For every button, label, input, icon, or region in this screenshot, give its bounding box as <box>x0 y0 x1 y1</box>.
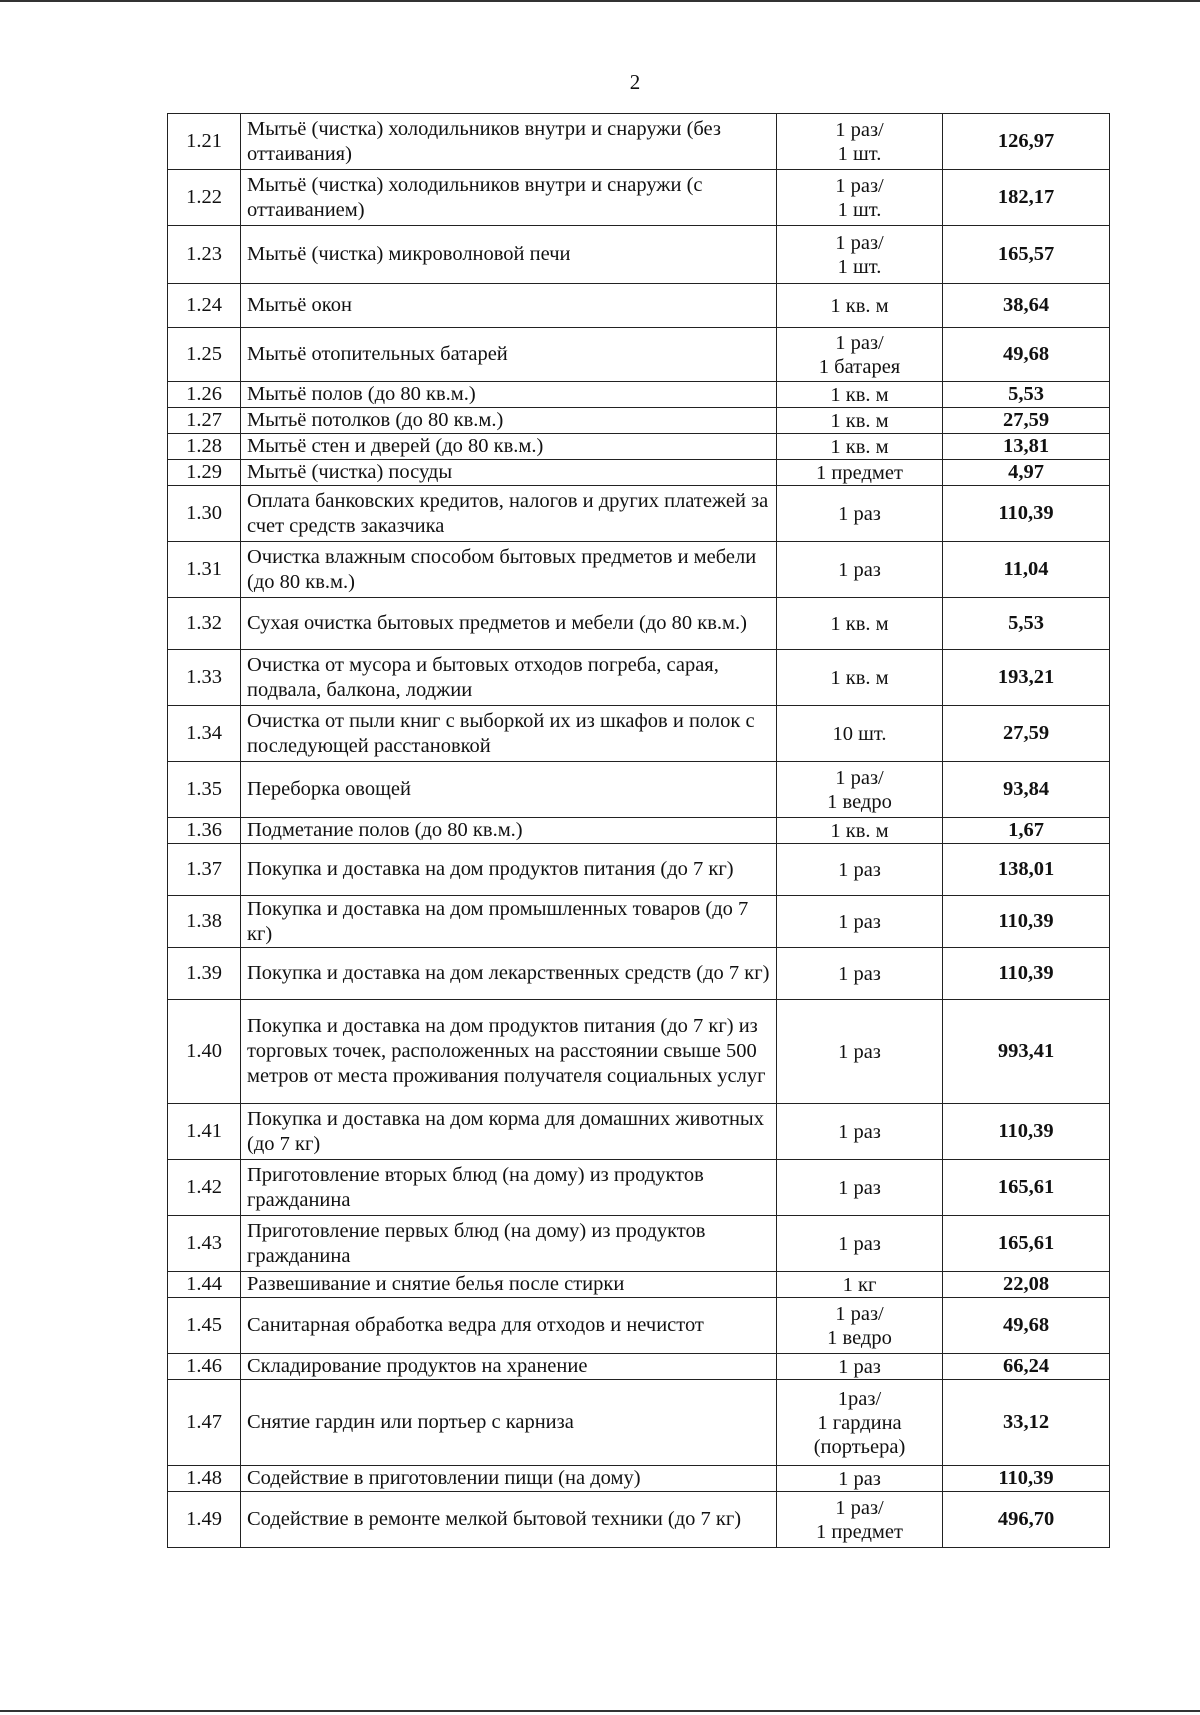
unit-cell: 1 раз <box>777 896 943 948</box>
price-cell: 93,84 <box>943 762 1110 818</box>
row-number-cell: 1.26 <box>168 382 241 408</box>
price-cell: 49,68 <box>943 1298 1110 1354</box>
unit-cell: 1 кв. м <box>777 650 943 706</box>
price-cell: 110,39 <box>943 486 1110 542</box>
page-bottom-border <box>0 1710 1200 1712</box>
table-row <box>168 1000 1110 1104</box>
table-row <box>168 1354 1110 1380</box>
price-cell: 110,39 <box>943 896 1110 948</box>
service-name-cell: Содействие в ремонте мелкой бытовой техники (до 7 кг) <box>241 1492 777 1548</box>
price-cell: 993,41 <box>943 1000 1110 1104</box>
page-number: 2 <box>629 70 641 94</box>
table-row <box>168 1160 1110 1216</box>
row-number-cell: 1.46 <box>168 1354 241 1380</box>
unit-cell: 1 раз <box>777 1216 943 1272</box>
service-name-cell: Мытьё (чистка) микроволновой печи <box>241 226 777 284</box>
row-number-cell: 1.44 <box>168 1272 241 1298</box>
service-name-cell: Оплата банковских кредитов, налогов и других платежей за счет средств заказчика <box>241 486 777 542</box>
row-number-cell: 1.38 <box>168 896 241 948</box>
row-number-cell: 1.27 <box>168 408 241 434</box>
table-row <box>168 598 1110 650</box>
table-row <box>168 1216 1110 1272</box>
unit-cell: 1 раз <box>777 1354 943 1380</box>
row-number-cell: 1.21 <box>168 114 241 170</box>
unit-cell: 1раз/ 1 гардина (портьера) <box>777 1380 943 1466</box>
table-row <box>168 1466 1110 1492</box>
table-row <box>168 382 1110 408</box>
table-row <box>168 226 1110 284</box>
row-number-cell: 1.37 <box>168 844 241 896</box>
service-name-cell: Покупка и доставка на дом корма для домашних животных (до 7 кг) <box>241 1104 777 1160</box>
price-cell: 110,39 <box>943 948 1110 1000</box>
service-name-cell: Мытьё потолков (до 80 кв.м.) <box>241 408 777 434</box>
unit-cell: 1 раз/ 1 шт. <box>777 226 943 284</box>
service-name-cell: Мытьё (чистка) посуды <box>241 460 777 486</box>
services-price-table <box>167 113 1110 1548</box>
price-cell: 110,39 <box>943 1104 1110 1160</box>
table-row <box>168 1298 1110 1354</box>
service-name-cell: Приготовление вторых блюд (на дому) из продуктов гражданина <box>241 1160 777 1216</box>
row-number-cell: 1.29 <box>168 460 241 486</box>
price-cell: 22,08 <box>943 1272 1110 1298</box>
table-row <box>168 408 1110 434</box>
unit-cell: 1 кв. м <box>777 408 943 434</box>
unit-cell: 1 раз <box>777 1104 943 1160</box>
table-row <box>168 114 1110 170</box>
row-number-cell: 1.48 <box>168 1466 241 1492</box>
row-number-cell: 1.23 <box>168 226 241 284</box>
service-name-cell: Санитарная обработка ведра для отходов и нечистот <box>241 1298 777 1354</box>
price-cell: 66,24 <box>943 1354 1110 1380</box>
table-row <box>168 434 1110 460</box>
unit-cell: 10 шт. <box>777 706 943 762</box>
table-row <box>168 844 1110 896</box>
table-row <box>168 170 1110 226</box>
table-row <box>168 1492 1110 1548</box>
service-name-cell: Подметание полов (до 80 кв.м.) <box>241 818 777 844</box>
service-name-cell: Мытьё (чистка) холодильников внутри и снаружи (без оттаивания) <box>241 114 777 170</box>
price-cell: 193,21 <box>943 650 1110 706</box>
row-number-cell: 1.39 <box>168 948 241 1000</box>
service-name-cell: Развешивание и снятие белья после стирки <box>241 1272 777 1298</box>
row-number-cell: 1.25 <box>168 328 241 382</box>
row-number-cell: 1.22 <box>168 170 241 226</box>
row-number-cell: 1.42 <box>168 1160 241 1216</box>
row-number-cell: 1.47 <box>168 1380 241 1466</box>
service-name-cell: Снятие гардин или портьер с карниза <box>241 1380 777 1466</box>
unit-cell: 1 кв. м <box>777 434 943 460</box>
service-name-cell: Очистка от мусора и бытовых отходов погреба, сарая, подвала, балкона, лоджии <box>241 650 777 706</box>
unit-cell: 1 предмет <box>777 460 943 486</box>
row-number-cell: 1.40 <box>168 1000 241 1104</box>
row-number-cell: 1.41 <box>168 1104 241 1160</box>
table-row <box>168 486 1110 542</box>
unit-cell: 1 раз <box>777 1466 943 1492</box>
price-cell: 496,70 <box>943 1492 1110 1548</box>
row-number-cell: 1.36 <box>168 818 241 844</box>
service-name-cell: Мытьё стен и дверей (до 80 кв.м.) <box>241 434 777 460</box>
unit-cell: 1 раз/ 1 шт. <box>777 114 943 170</box>
price-cell: 5,53 <box>943 598 1110 650</box>
service-name-cell: Покупка и доставка на дом продуктов питания (до 7 кг) <box>241 844 777 896</box>
row-number-cell: 1.28 <box>168 434 241 460</box>
row-number-cell: 1.49 <box>168 1492 241 1548</box>
price-cell: 27,59 <box>943 408 1110 434</box>
table-row <box>168 328 1110 382</box>
service-name-cell: Складирование продуктов на хранение <box>241 1354 777 1380</box>
unit-cell: 1 кв. м <box>777 382 943 408</box>
table-row <box>168 818 1110 844</box>
price-cell: 110,39 <box>943 1466 1110 1492</box>
price-cell: 11,04 <box>943 542 1110 598</box>
row-number-cell: 1.33 <box>168 650 241 706</box>
price-cell: 4,97 <box>943 460 1110 486</box>
table-row <box>168 460 1110 486</box>
price-cell: 1,67 <box>943 818 1110 844</box>
service-name-cell: Покупка и доставка на дом лекарственных средств (до 7 кг) <box>241 948 777 1000</box>
row-number-cell: 1.35 <box>168 762 241 818</box>
price-cell: 13,81 <box>943 434 1110 460</box>
service-name-cell: Покупка и доставка на дом продуктов питания (до 7 кг) из торговых точек, расположенных на расстоянии свыше 500 метров от места проживания получателя социальных услуг <box>241 1000 777 1104</box>
table-row <box>168 1380 1110 1466</box>
row-number-cell: 1.32 <box>168 598 241 650</box>
service-name-cell: Переборка овощей <box>241 762 777 818</box>
row-number-cell: 1.43 <box>168 1216 241 1272</box>
service-name-cell: Очистка влажным способом бытовых предметов и мебели (до 80 кв.м.) <box>241 542 777 598</box>
price-cell: 49,68 <box>943 328 1110 382</box>
row-number-cell: 1.31 <box>168 542 241 598</box>
price-cell: 5,53 <box>943 382 1110 408</box>
price-cell: 182,17 <box>943 170 1110 226</box>
unit-cell: 1 раз <box>777 844 943 896</box>
row-number-cell: 1.24 <box>168 284 241 328</box>
table-row <box>168 706 1110 762</box>
unit-cell: 1 раз <box>777 542 943 598</box>
table-row <box>168 948 1110 1000</box>
table-row <box>168 1272 1110 1298</box>
price-cell: 138,01 <box>943 844 1110 896</box>
table-row <box>168 762 1110 818</box>
unit-cell: 1 раз/ 1 батарея <box>777 328 943 382</box>
service-name-cell: Покупка и доставка на дом промышленных товаров (до 7 кг) <box>241 896 777 948</box>
table-row <box>168 896 1110 948</box>
row-number-cell: 1.30 <box>168 486 241 542</box>
unit-cell: 1 кв. м <box>777 818 943 844</box>
table-row <box>168 542 1110 598</box>
unit-cell: 1 раз <box>777 948 943 1000</box>
price-cell: 165,61 <box>943 1216 1110 1272</box>
service-name-cell: Очистка от пыли книг с выборкой их из шкафов и полок с последующей расстановкой <box>241 706 777 762</box>
price-cell: 38,64 <box>943 284 1110 328</box>
page-top-border <box>0 0 1200 2</box>
price-cell: 33,12 <box>943 1380 1110 1466</box>
service-name-cell: Мытьё (чистка) холодильников внутри и снаружи (с оттаиванием) <box>241 170 777 226</box>
service-name-cell: Приготовление первых блюд (на дому) из продуктов гражданина <box>241 1216 777 1272</box>
unit-cell: 1 раз <box>777 1000 943 1104</box>
unit-cell: 1 раз/ 1 ведро <box>777 1298 943 1354</box>
service-name-cell: Содействие в приготовлении пищи (на дому) <box>241 1466 777 1492</box>
table-body <box>168 114 1110 1548</box>
unit-cell: 1 кв. м <box>777 284 943 328</box>
unit-cell: 1 кв. м <box>777 598 943 650</box>
price-cell: 126,97 <box>943 114 1110 170</box>
row-number-cell: 1.34 <box>168 706 241 762</box>
price-cell: 27,59 <box>943 706 1110 762</box>
unit-cell: 1 раз/ 1 предмет <box>777 1492 943 1548</box>
price-cell: 165,57 <box>943 226 1110 284</box>
service-name-cell: Мытьё окон <box>241 284 777 328</box>
unit-cell: 1 кг <box>777 1272 943 1298</box>
unit-cell: 1 раз <box>777 486 943 542</box>
unit-cell: 1 раз/ 1 ведро <box>777 762 943 818</box>
service-name-cell: Сухая очистка бытовых предметов и мебели (до 80 кв.м.) <box>241 598 777 650</box>
table-row <box>168 1104 1110 1160</box>
table-row <box>168 284 1110 328</box>
service-name-cell: Мытьё полов (до 80 кв.м.) <box>241 382 777 408</box>
service-name-cell: Мытьё отопительных батарей <box>241 328 777 382</box>
table-row <box>168 650 1110 706</box>
row-number-cell: 1.45 <box>168 1298 241 1354</box>
unit-cell: 1 раз/ 1 шт. <box>777 170 943 226</box>
unit-cell: 1 раз <box>777 1160 943 1216</box>
price-cell: 165,61 <box>943 1160 1110 1216</box>
